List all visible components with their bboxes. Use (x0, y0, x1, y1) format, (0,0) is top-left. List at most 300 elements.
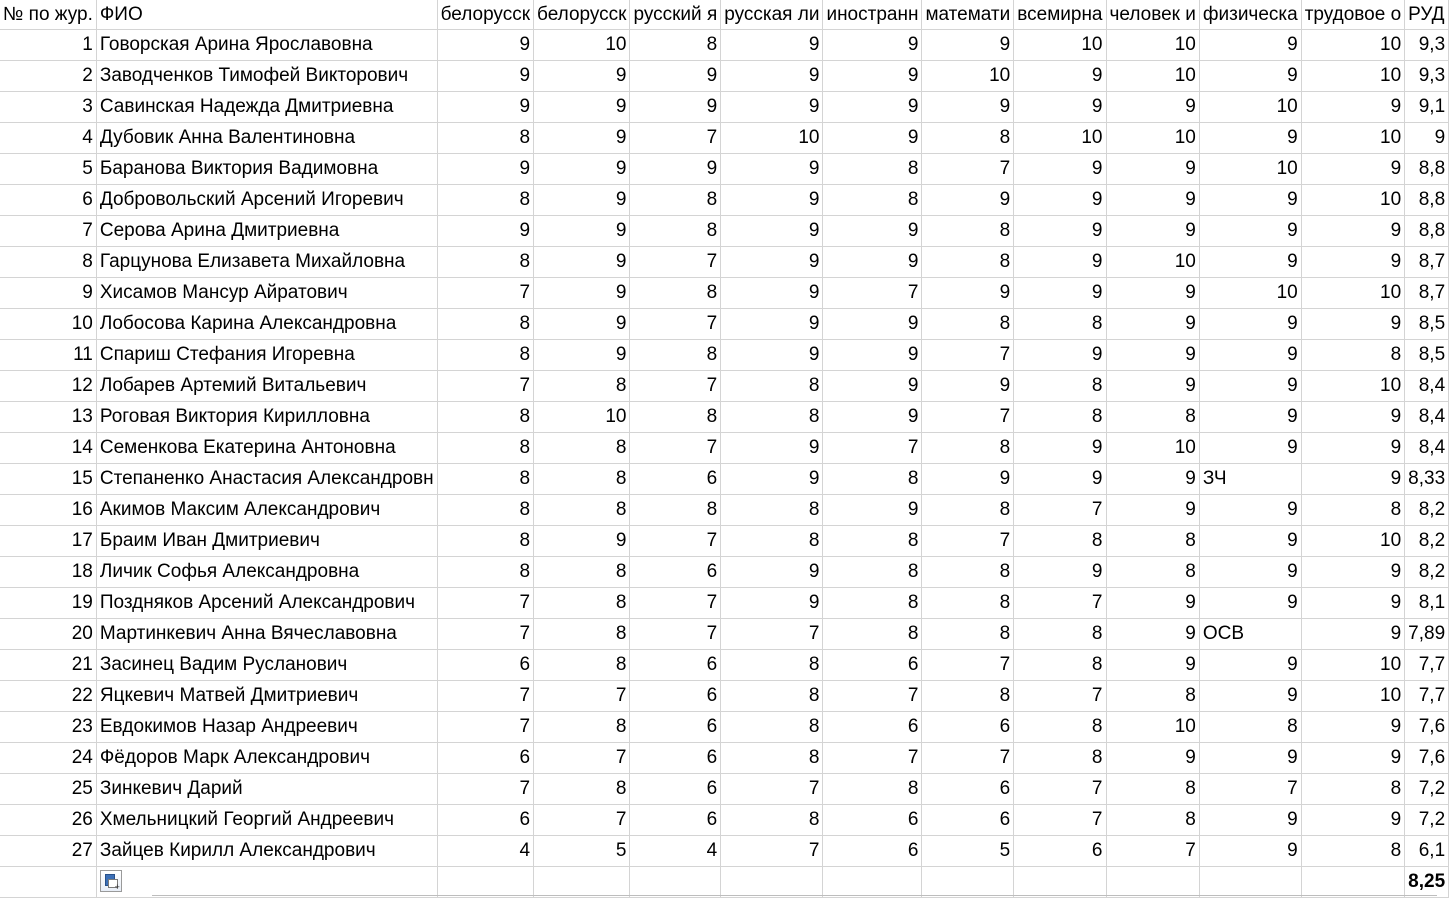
journal-number-cell[interactable]: 2 (0, 61, 96, 92)
paste-options-icon[interactable]: + (100, 870, 122, 892)
grade-cell[interactable]: 8 (721, 805, 823, 836)
grade-cell[interactable]: 9 (534, 123, 630, 154)
grade-cell[interactable]: 9 (1106, 216, 1199, 247)
grade-cell[interactable]: 8 (1301, 340, 1404, 371)
average-cell[interactable]: 9,3 (1405, 30, 1449, 61)
grade-cell[interactable]: 6 (823, 650, 922, 681)
student-name-cell[interactable]: Серова Арина Дмитриевна (96, 216, 437, 247)
journal-number-cell[interactable]: 13 (0, 402, 96, 433)
grade-cell[interactable]: 10 (1301, 371, 1404, 402)
grade-cell[interactable]: 9 (823, 123, 922, 154)
journal-number-cell[interactable]: 22 (0, 681, 96, 712)
grade-cell[interactable]: 8 (823, 557, 922, 588)
grade-cell[interactable]: 9 (1014, 433, 1106, 464)
student-name-cell[interactable]: Лобосова Карина Александровна (96, 309, 437, 340)
grade-cell[interactable]: 8 (437, 557, 533, 588)
grade-cell[interactable]: 9 (823, 247, 922, 278)
average-cell[interactable]: 8,4 (1405, 371, 1449, 402)
grade-cell[interactable]: 9 (1199, 61, 1301, 92)
average-cell[interactable]: 8,8 (1405, 154, 1449, 185)
grade-cell[interactable]: 8 (1014, 650, 1106, 681)
average-cell[interactable]: 8,2 (1405, 526, 1449, 557)
grade-cell[interactable]: 9 (721, 185, 823, 216)
journal-number-cell[interactable]: 3 (0, 92, 96, 123)
grade-cell[interactable]: 8 (823, 185, 922, 216)
grade-cell[interactable]: 9 (1301, 557, 1404, 588)
student-name-cell[interactable]: Добровольский Арсений Игоревич (96, 185, 437, 216)
grade-cell[interactable]: 9 (721, 588, 823, 619)
header-journal-number[interactable]: № по жур. (0, 0, 96, 30)
journal-number-cell[interactable]: 8 (0, 247, 96, 278)
grade-cell[interactable]: 9 (721, 154, 823, 185)
grade-cell[interactable]: 9 (823, 216, 922, 247)
grade-cell[interactable]: 7 (437, 371, 533, 402)
student-name-cell[interactable]: Поздняков Арсений Александрович (96, 588, 437, 619)
journal-number-cell[interactable]: 10 (0, 309, 96, 340)
header-cell[interactable]: русский я (630, 0, 721, 30)
grade-cell[interactable]: 7 (630, 526, 721, 557)
student-name-cell[interactable]: Евдокимов Назар Андреевич (96, 712, 437, 743)
grade-cell[interactable]: 7 (922, 650, 1014, 681)
grade-cell[interactable]: 8 (534, 495, 630, 526)
journal-number-cell[interactable]: 16 (0, 495, 96, 526)
journal-number-cell[interactable]: 19 (0, 588, 96, 619)
grade-cell[interactable]: 7 (922, 154, 1014, 185)
grade-cell[interactable]: 9 (1301, 619, 1404, 650)
journal-number-cell[interactable]: 11 (0, 340, 96, 371)
grade-cell[interactable]: 7 (630, 619, 721, 650)
grade-cell[interactable]: 9 (1014, 247, 1106, 278)
grade-cell[interactable]: 8 (437, 123, 533, 154)
grade-cell[interactable]: 8 (922, 309, 1014, 340)
grade-cell[interactable]: 9 (437, 30, 533, 61)
empty-cell[interactable] (534, 867, 630, 898)
journal-number-cell[interactable]: 4 (0, 123, 96, 154)
header-cell[interactable]: всемирна (1014, 0, 1106, 30)
grade-cell[interactable]: 9 (1199, 743, 1301, 774)
empty-cell[interactable] (1301, 867, 1404, 898)
grade-cell[interactable]: 7 (823, 681, 922, 712)
journal-number-cell[interactable]: 5 (0, 154, 96, 185)
grade-cell[interactable]: 9 (1199, 495, 1301, 526)
grade-cell[interactable]: 5 (922, 836, 1014, 867)
grade-cell[interactable]: 7 (1014, 495, 1106, 526)
grade-cell[interactable]: 9 (823, 402, 922, 433)
grade-cell[interactable]: 7 (721, 836, 823, 867)
student-name-cell[interactable]: Хисамов Мансур Айратович (96, 278, 437, 309)
grade-cell[interactable]: 8 (922, 557, 1014, 588)
grade-cell[interactable]: 8 (534, 712, 630, 743)
grade-cell[interactable]: 9 (1014, 154, 1106, 185)
grade-cell[interactable]: 8 (437, 433, 533, 464)
grade-cell[interactable]: 9 (721, 464, 823, 495)
grade-cell[interactable]: 9 (1199, 185, 1301, 216)
grade-cell[interactable]: ЗЧ (1199, 464, 1301, 495)
grade-cell[interactable]: 7 (1014, 588, 1106, 619)
grade-cell[interactable]: 8 (437, 340, 533, 371)
grade-cell[interactable]: 9 (1301, 247, 1404, 278)
grade-cell[interactable]: 8 (922, 247, 1014, 278)
grade-cell[interactable]: 8 (1106, 526, 1199, 557)
grade-cell[interactable]: 7 (1199, 774, 1301, 805)
grade-cell[interactable]: 9 (630, 92, 721, 123)
average-cell[interactable]: 8,7 (1405, 247, 1449, 278)
grade-cell[interactable]: 9 (1199, 650, 1301, 681)
grade-cell[interactable]: 9 (1199, 805, 1301, 836)
average-cell[interactable]: 8,8 (1405, 216, 1449, 247)
grade-cell[interactable]: 6 (437, 743, 533, 774)
grade-cell[interactable]: 6 (922, 805, 1014, 836)
grade-cell[interactable]: 9 (1301, 92, 1404, 123)
grade-cell[interactable]: 7 (1014, 774, 1106, 805)
grade-cell[interactable]: 6 (630, 650, 721, 681)
student-name-cell[interactable]: Баранова Виктория Вадимовна (96, 154, 437, 185)
grade-cell[interactable]: 8 (437, 185, 533, 216)
grade-cell[interactable]: 6 (630, 712, 721, 743)
grade-cell[interactable]: 6 (630, 557, 721, 588)
grade-cell[interactable]: 9 (1106, 185, 1199, 216)
grade-cell[interactable]: 8 (721, 495, 823, 526)
grade-cell[interactable]: 8 (922, 216, 1014, 247)
journal-number-cell[interactable]: 12 (0, 371, 96, 402)
journal-number-cell[interactable]: 6 (0, 185, 96, 216)
journal-number-cell[interactable]: 27 (0, 836, 96, 867)
grade-cell[interactable]: 9 (1106, 278, 1199, 309)
journal-number-cell[interactable]: 20 (0, 619, 96, 650)
student-name-cell[interactable]: Заводченков Тимофей Викторович (96, 61, 437, 92)
grade-cell[interactable]: 9 (922, 278, 1014, 309)
average-cell[interactable]: 7,6 (1405, 743, 1449, 774)
grade-cell[interactable]: 10 (1106, 61, 1199, 92)
grade-cell[interactable]: 9 (1301, 805, 1404, 836)
grade-cell[interactable]: 8 (922, 619, 1014, 650)
grade-cell[interactable]: 9 (721, 278, 823, 309)
journal-number-cell[interactable]: 7 (0, 216, 96, 247)
grade-cell[interactable]: 6 (630, 464, 721, 495)
average-cell[interactable]: 8,5 (1405, 340, 1449, 371)
grade-cell[interactable]: 9 (922, 371, 1014, 402)
grade-cell[interactable]: 9 (1199, 247, 1301, 278)
grade-cell[interactable]: 8 (1014, 309, 1106, 340)
grade-cell[interactable]: 9 (1106, 371, 1199, 402)
student-name-cell[interactable]: Зинкевич Дарий (96, 774, 437, 805)
grade-cell[interactable]: 10 (1106, 433, 1199, 464)
grade-cell[interactable]: 8 (823, 464, 922, 495)
journal-number-cell[interactable]: 17 (0, 526, 96, 557)
grade-cell[interactable]: 7 (437, 774, 533, 805)
grade-cell[interactable]: ОСВ (1199, 619, 1301, 650)
average-cell[interactable]: 8,5 (1405, 309, 1449, 340)
grade-cell[interactable]: 8 (437, 309, 533, 340)
student-name-cell[interactable]: Мартинкевич Анна Вячеславовна (96, 619, 437, 650)
journal-number-cell[interactable]: 14 (0, 433, 96, 464)
grade-cell[interactable]: 9 (1199, 30, 1301, 61)
student-name-cell[interactable]: Зайцев Кирилл Александрович (96, 836, 437, 867)
grade-cell[interactable]: 7 (823, 278, 922, 309)
grade-cell[interactable]: 8 (721, 371, 823, 402)
grade-cell[interactable]: 9 (1014, 340, 1106, 371)
grade-cell[interactable]: 8 (922, 495, 1014, 526)
grade-cell[interactable]: 8 (630, 495, 721, 526)
grade-cell[interactable]: 9 (1199, 216, 1301, 247)
grade-cell[interactable]: 9 (1014, 216, 1106, 247)
grade-cell[interactable]: 10 (1301, 185, 1404, 216)
empty-cell[interactable] (823, 867, 922, 898)
grade-cell[interactable]: 8 (534, 774, 630, 805)
grade-cell[interactable]: 7 (922, 402, 1014, 433)
grade-cell[interactable]: 9 (1301, 309, 1404, 340)
grade-cell[interactable]: 6 (823, 836, 922, 867)
grade-cell[interactable]: 9 (1106, 588, 1199, 619)
grade-cell[interactable]: 7 (630, 247, 721, 278)
grade-cell[interactable]: 9 (823, 92, 922, 123)
grade-cell[interactable]: 9 (922, 464, 1014, 495)
grade-cell[interactable]: 8 (534, 433, 630, 464)
average-cell[interactable]: 7,7 (1405, 681, 1449, 712)
grade-cell[interactable]: 8 (1301, 774, 1404, 805)
grade-cell[interactable]: 9 (823, 309, 922, 340)
grade-cell[interactable]: 8 (1014, 743, 1106, 774)
grade-cell[interactable]: 9 (1014, 464, 1106, 495)
grade-cell[interactable]: 7 (1014, 681, 1106, 712)
student-name-cell[interactable]: Личик Софья Александровна (96, 557, 437, 588)
grade-cell[interactable]: 8 (534, 588, 630, 619)
grade-cell[interactable]: 9 (1301, 464, 1404, 495)
grade-cell[interactable]: 7 (922, 743, 1014, 774)
grade-cell[interactable]: 9 (437, 216, 533, 247)
empty-cell[interactable] (721, 867, 823, 898)
grade-cell[interactable]: 9 (1199, 402, 1301, 433)
journal-number-cell[interactable]: 25 (0, 774, 96, 805)
average-cell[interactable]: 7,6 (1405, 712, 1449, 743)
grade-cell[interactable]: 8 (823, 526, 922, 557)
grade-cell[interactable]: 9 (1301, 588, 1404, 619)
grade-cell[interactable]: 10 (1199, 278, 1301, 309)
grade-cell[interactable]: 8 (1301, 495, 1404, 526)
student-name-cell[interactable]: Роговая Виктория Кирилловна (96, 402, 437, 433)
grade-cell[interactable]: 9 (1301, 743, 1404, 774)
grade-cell[interactable]: 9 (534, 154, 630, 185)
average-cell[interactable]: 8,33 (1405, 464, 1449, 495)
grade-cell[interactable]: 10 (1301, 61, 1404, 92)
grade-cell[interactable]: 9 (721, 61, 823, 92)
grade-cell[interactable]: 10 (1301, 650, 1404, 681)
grade-cell[interactable]: 7 (1106, 836, 1199, 867)
grade-cell[interactable]: 9 (1199, 836, 1301, 867)
grade-cell[interactable]: 9 (721, 247, 823, 278)
grade-cell[interactable]: 8 (630, 216, 721, 247)
grade-cell[interactable]: 8 (922, 433, 1014, 464)
grade-cell[interactable]: 9 (1106, 743, 1199, 774)
journal-number-cell[interactable]: 18 (0, 557, 96, 588)
student-name-cell[interactable]: Семенкова Екатерина Антоновна (96, 433, 437, 464)
grade-cell[interactable]: 7 (630, 371, 721, 402)
header-cell[interactable]: русская ли (721, 0, 823, 30)
student-name-cell[interactable]: Акимов Максим Александрович (96, 495, 437, 526)
grade-cell[interactable]: 8 (1106, 681, 1199, 712)
average-cell[interactable]: 8,4 (1405, 402, 1449, 433)
grade-cell[interactable]: 8 (1106, 557, 1199, 588)
grade-cell[interactable]: 9 (721, 216, 823, 247)
grade-cell[interactable]: 8 (437, 495, 533, 526)
student-name-cell[interactable]: Степаненко Анастасия Александровн (96, 464, 437, 495)
grade-cell[interactable]: 7 (534, 743, 630, 774)
grade-cell[interactable]: 8 (823, 619, 922, 650)
grade-cell[interactable]: 9 (437, 92, 533, 123)
grade-cell[interactable]: 7 (823, 743, 922, 774)
header-cell[interactable]: белорусск (534, 0, 630, 30)
grade-cell[interactable]: 7 (630, 309, 721, 340)
grade-cell[interactable]: 9 (1199, 309, 1301, 340)
grade-cell[interactable]: 10 (1106, 712, 1199, 743)
average-cell[interactable]: 7,7 (1405, 650, 1449, 681)
grade-cell[interactable]: 7 (437, 681, 533, 712)
grade-cell[interactable]: 8 (721, 402, 823, 433)
grade-cell[interactable]: 6 (630, 681, 721, 712)
grade-cell[interactable]: 9 (1301, 433, 1404, 464)
grade-cell[interactable]: 8 (534, 650, 630, 681)
grade-cell[interactable]: 7 (823, 433, 922, 464)
grade-cell[interactable]: 9 (1199, 371, 1301, 402)
grade-cell[interactable]: 9 (1301, 216, 1404, 247)
grade-cell[interactable]: 6 (1014, 836, 1106, 867)
student-name-cell[interactable]: Хмельницкий Георгий Андреевич (96, 805, 437, 836)
grade-cell[interactable]: 7 (630, 123, 721, 154)
grade-cell[interactable]: 8 (721, 681, 823, 712)
average-cell[interactable]: 8,2 (1405, 495, 1449, 526)
average-cell[interactable]: 6,1 (1405, 836, 1449, 867)
average-cell[interactable]: 8,1 (1405, 588, 1449, 619)
grade-cell[interactable]: 8 (630, 340, 721, 371)
grade-cell[interactable]: 6 (437, 805, 533, 836)
grade-cell[interactable]: 7 (922, 526, 1014, 557)
grade-cell[interactable]: 8 (534, 464, 630, 495)
overall-average-cell[interactable]: 8,25 (1405, 867, 1449, 898)
grade-cell[interactable]: 9 (1199, 681, 1301, 712)
average-cell[interactable]: 7,2 (1405, 774, 1449, 805)
grade-cell[interactable]: 7 (437, 588, 533, 619)
empty-cell[interactable] (1106, 867, 1199, 898)
grade-cell[interactable]: 9 (721, 30, 823, 61)
average-cell[interactable]: 9 (1405, 123, 1449, 154)
grade-cell[interactable]: 9 (534, 247, 630, 278)
grade-cell[interactable]: 6 (922, 774, 1014, 805)
grade-cell[interactable]: 8 (630, 402, 721, 433)
grade-cell[interactable]: 9 (721, 92, 823, 123)
grade-cell[interactable]: 9 (721, 433, 823, 464)
grade-cell[interactable]: 9 (534, 526, 630, 557)
student-name-cell[interactable]: Говорская Арина Ярославовна (96, 30, 437, 61)
grade-cell[interactable]: 9 (823, 340, 922, 371)
average-cell[interactable]: 7,89 (1405, 619, 1449, 650)
grade-cell[interactable]: 9 (630, 154, 721, 185)
average-cell[interactable]: 8,7 (1405, 278, 1449, 309)
grade-cell[interactable]: 7 (534, 681, 630, 712)
grade-cell[interactable]: 8 (534, 557, 630, 588)
average-cell[interactable]: 9,3 (1405, 61, 1449, 92)
grade-cell[interactable]: 9 (721, 309, 823, 340)
grade-cell[interactable]: 9 (534, 340, 630, 371)
grade-cell[interactable]: 8 (1199, 712, 1301, 743)
empty-cell[interactable] (0, 867, 96, 898)
grade-cell[interactable]: 8 (1014, 712, 1106, 743)
grade-cell[interactable]: 9 (922, 185, 1014, 216)
grade-cell[interactable]: 9 (823, 30, 922, 61)
journal-number-cell[interactable]: 24 (0, 743, 96, 774)
grade-cell[interactable]: 9 (1106, 92, 1199, 123)
grade-cell[interactable]: 10 (1014, 123, 1106, 154)
grade-cell[interactable]: 9 (1014, 92, 1106, 123)
grade-cell[interactable]: 8 (721, 743, 823, 774)
grade-cell[interactable]: 9 (1199, 340, 1301, 371)
grade-cell[interactable]: 9 (534, 309, 630, 340)
grade-cell[interactable]: 10 (534, 402, 630, 433)
grade-cell[interactable]: 9 (922, 92, 1014, 123)
grade-cell[interactable]: 8 (1106, 805, 1199, 836)
grade-cell[interactable]: 10 (1301, 681, 1404, 712)
grade-cell[interactable]: 9 (437, 154, 533, 185)
empty-cell[interactable] (437, 867, 533, 898)
grade-cell[interactable]: 10 (1106, 123, 1199, 154)
grade-cell[interactable]: 8 (534, 619, 630, 650)
grade-cell[interactable]: 9 (823, 495, 922, 526)
grade-cell[interactable]: 9 (1106, 340, 1199, 371)
grade-cell[interactable]: 9 (1106, 309, 1199, 340)
header-cell[interactable]: РУД (1405, 0, 1449, 30)
grade-cell[interactable]: 9 (437, 61, 533, 92)
grade-cell[interactable]: 10 (1199, 154, 1301, 185)
header-cell[interactable]: математи (922, 0, 1014, 30)
student-name-cell[interactable]: Спариш Стефания Игоревна (96, 340, 437, 371)
grade-cell[interactable]: 10 (1106, 247, 1199, 278)
grade-cell[interactable]: 6 (630, 743, 721, 774)
header-full-name[interactable]: ФИО (96, 0, 437, 30)
grade-cell[interactable]: 8 (1014, 619, 1106, 650)
grade-cell[interactable]: 9 (1199, 588, 1301, 619)
journal-number-cell[interactable]: 9 (0, 278, 96, 309)
student-name-cell[interactable]: Дубовик Анна Валентиновна (96, 123, 437, 154)
grade-cell[interactable]: 8 (437, 402, 533, 433)
student-name-cell[interactable]: Яцкевич Матвей Дмитриевич (96, 681, 437, 712)
grade-cell[interactable]: 8 (922, 681, 1014, 712)
average-cell[interactable]: 8,8 (1405, 185, 1449, 216)
grade-cell[interactable]: 9 (1014, 278, 1106, 309)
grade-cell[interactable]: 9 (1014, 557, 1106, 588)
grade-cell[interactable]: 9 (922, 30, 1014, 61)
grade-cell[interactable]: 8 (437, 247, 533, 278)
grade-cell[interactable]: 9 (1199, 526, 1301, 557)
header-cell[interactable]: физическа (1199, 0, 1301, 30)
grade-cell[interactable]: 7 (437, 278, 533, 309)
grade-cell[interactable]: 6 (437, 650, 533, 681)
grade-cell[interactable]: 9 (1106, 650, 1199, 681)
empty-cell[interactable] (922, 867, 1014, 898)
grade-cell[interactable]: 9 (823, 61, 922, 92)
grade-cell[interactable]: 9 (534, 92, 630, 123)
header-cell[interactable]: человек и (1106, 0, 1199, 30)
empty-cell[interactable] (1014, 867, 1106, 898)
grade-cell[interactable]: 8 (1014, 371, 1106, 402)
grade-cell[interactable]: 8 (721, 526, 823, 557)
average-cell[interactable]: 9,1 (1405, 92, 1449, 123)
grade-cell[interactable]: 6 (823, 712, 922, 743)
grade-cell[interactable]: 9 (1301, 712, 1404, 743)
grade-cell[interactable]: 8 (630, 278, 721, 309)
grade-cell[interactable]: 9 (534, 278, 630, 309)
journal-number-cell[interactable]: 23 (0, 712, 96, 743)
grade-cell[interactable]: 10 (721, 123, 823, 154)
grade-cell[interactable]: 9 (1199, 123, 1301, 154)
